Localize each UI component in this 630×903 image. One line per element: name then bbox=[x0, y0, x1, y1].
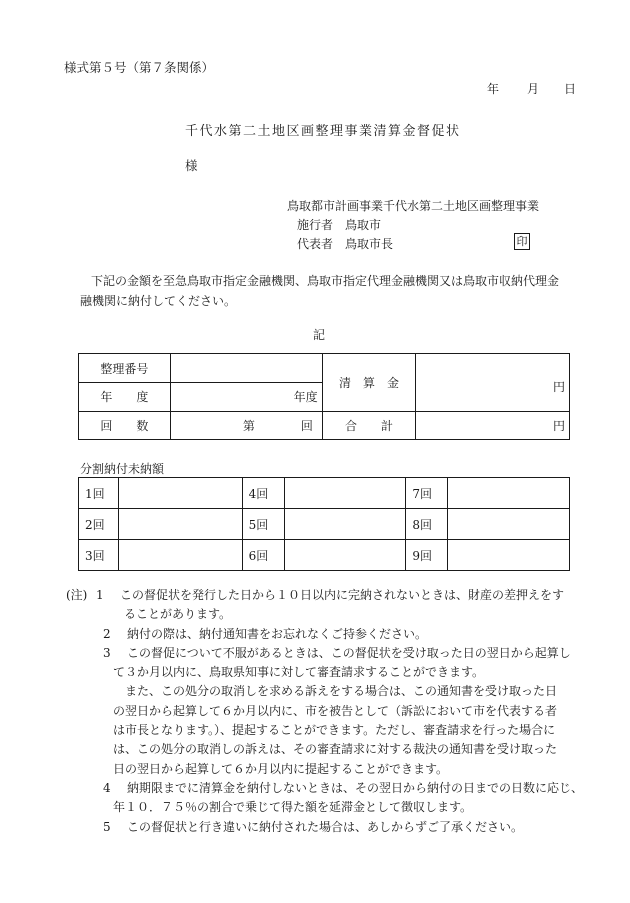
split-cell-value[interactable] bbox=[118, 478, 242, 509]
total-label: 合 計 bbox=[322, 411, 416, 439]
operator-name: 鳥取市 bbox=[345, 218, 382, 232]
split-cell-label: 6回 bbox=[242, 540, 284, 571]
split-cell-label: 8回 bbox=[406, 509, 448, 540]
notes-prefix: (注) bbox=[66, 588, 88, 602]
count-value[interactable]: 第 回 bbox=[170, 411, 322, 439]
addressee-suffix: 様 bbox=[185, 158, 198, 173]
date-month: 月 bbox=[527, 82, 540, 96]
notes-section bbox=[66, 586, 586, 837]
split-cell-label: 2回 bbox=[79, 509, 119, 540]
settlement-amount[interactable]: 円 bbox=[416, 354, 570, 412]
split-cell-label: 4回 bbox=[242, 478, 284, 509]
form-number: 様式第５号（第７条関係） bbox=[64, 60, 215, 75]
split-cell-value[interactable] bbox=[284, 540, 406, 571]
year-label: 年 度 bbox=[79, 383, 171, 411]
split-payment-label: 分割納付未納額 bbox=[80, 462, 165, 476]
ref-value[interactable] bbox=[170, 354, 322, 383]
split-payment-table bbox=[78, 477, 570, 571]
year-value[interactable]: 年度 bbox=[170, 383, 322, 411]
split-cell-value[interactable] bbox=[284, 478, 406, 509]
split-cell-value[interactable] bbox=[448, 509, 570, 540]
operator-label: 施行者 bbox=[297, 218, 334, 232]
issuer-project: 鳥取都市計画事業千代水第二土地区画整理事業 bbox=[287, 199, 540, 213]
split-cell-label: 7回 bbox=[406, 478, 448, 509]
split-cell-value[interactable] bbox=[118, 540, 242, 571]
count-label: 回 数 bbox=[79, 411, 171, 439]
ref-label: 整理番号 bbox=[79, 354, 171, 383]
split-cell-label: 9回 bbox=[406, 540, 448, 571]
representative-name: 鳥取市長 bbox=[345, 237, 394, 251]
note-item: 3 この督促について不服があるときは、この督促状を受け取った日の翌日から起算し て３か月以内に、鳥取県知事に対して審査請求することができます。 また、この処分の取消しを求める訴えをする場合は、この通知書を受け取った日 の翌日から起算して６か月以内に、市を被告として（訴訟において市を代表する者 は市長となります。）、提起することができます。ただし、審査請求を行った場合に は、この処分の取消しの訴えは、その審査請求に対する裁決の通知書を受け取った 日の翌日から起算して６か月以内に提起することができます。 bbox=[103, 645, 571, 776]
body-text: 下記の金額を至急鳥取市指定金融機関、鳥取市指定代理金融機関又は鳥取市収納代理金融機関に納付してください。 bbox=[80, 274, 560, 308]
split-cell-label: 5回 bbox=[242, 509, 284, 540]
ki-heading: 記 bbox=[313, 328, 326, 342]
seal-stamp: 印 bbox=[514, 233, 530, 250]
issuer-operator-row bbox=[297, 216, 381, 233]
note-item: 5 この督促状と行き違いに納付された場合は、あしからずご了承ください。 bbox=[103, 819, 524, 834]
note-item: 2 納付の際は、納付通知書をお忘れなくご持参ください。 bbox=[103, 626, 428, 641]
settlement-table bbox=[78, 353, 570, 440]
split-cell-value[interactable] bbox=[448, 478, 570, 509]
split-cell-value[interactable] bbox=[284, 509, 406, 540]
issuer-representative-row bbox=[297, 235, 393, 252]
split-cell-value[interactable] bbox=[448, 540, 570, 571]
split-cell-label: 1回 bbox=[79, 478, 119, 509]
date-day: 日 bbox=[564, 82, 577, 96]
note-item: (注) 1 この督促状を発行した日から１０日以内に完納されないときは、財産の差押えをす ることがあります。 bbox=[66, 588, 565, 622]
settlement-label: 清 算 金 bbox=[322, 354, 416, 412]
split-cell-value[interactable] bbox=[118, 509, 242, 540]
document-title: 千代水第二土地区画整理事業清算金督促状 bbox=[185, 124, 461, 139]
date-year: 年 bbox=[487, 82, 500, 96]
split-cell-label: 3回 bbox=[79, 540, 119, 571]
note-item: 4 納期限までに清算金を納付しないときは、その翌日から納付の日までの日数に応じ、 年１０．７５％の割合で乗じて得た額を延滞金として徴収します。 bbox=[103, 780, 584, 815]
total-amount[interactable]: 円 bbox=[416, 411, 570, 439]
representative-label: 代表者 bbox=[297, 237, 334, 251]
